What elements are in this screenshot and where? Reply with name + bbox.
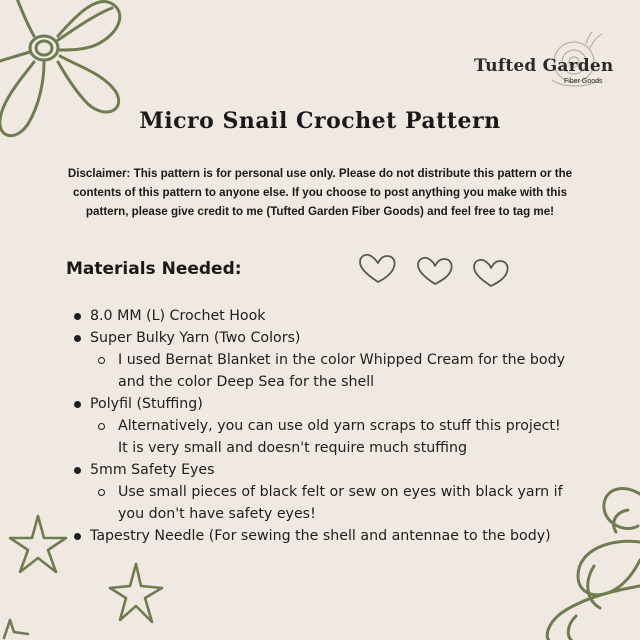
heart-icon xyxy=(360,255,395,282)
material-label: 5mm Safety Eyes xyxy=(90,462,215,478)
list-item xyxy=(72,459,572,525)
heart-icon xyxy=(418,258,452,284)
materials-list xyxy=(72,305,572,547)
material-label: Tapestry Needle (For sewing the shell and antennae to the body) xyxy=(90,528,551,544)
list-item xyxy=(72,525,572,547)
brand-name: Tufted Garden xyxy=(474,56,614,76)
material-label: Super Bulky Yarn (Two Colors) xyxy=(90,330,301,346)
materials-heading: Materials Needed: xyxy=(66,259,242,279)
star-doodle xyxy=(8,512,68,576)
star-doodle xyxy=(0,618,30,640)
sub-list xyxy=(90,349,572,393)
sub-list-item: Alternatively, you can use old yarn scraps to stuff this project! It is very small and doesn't require much stuffing xyxy=(90,415,572,459)
list-item xyxy=(72,327,572,393)
page-title: Micro Snail Crochet Pattern xyxy=(139,108,501,134)
material-label: 8.0 MM (L) Crochet Hook xyxy=(90,308,266,324)
disclaimer-text: Disclaimer: This pattern is for personal use only. Please do not distribute this pattern or the contents of this pattern to anyone else. If you choose to post anything you make with this pattern, please give credit to me (Tufted Garden Fiber Goods) and feel free to tag me! xyxy=(67,167,573,218)
list-item xyxy=(72,393,572,459)
star-doodle xyxy=(108,560,164,624)
sub-list-item: I used Bernat Blanket in the color Whipped Cream for the body and the color Deep Sea for the shell xyxy=(90,349,572,393)
heart-icon xyxy=(474,260,508,286)
sub-list xyxy=(90,481,572,525)
brand-logo xyxy=(470,48,620,98)
hearts-row xyxy=(356,252,516,292)
sub-list-item: Use small pieces of black felt or sew on eyes with black yarn if you don't have safety eyes! xyxy=(90,481,572,525)
loop-doodle xyxy=(520,482,640,640)
list-item xyxy=(72,305,572,327)
material-label: Polyfil (Stuffing) xyxy=(90,396,203,412)
sub-list xyxy=(90,415,572,459)
flower-doodle xyxy=(0,0,150,170)
brand-subtitle: Fiber Goods xyxy=(564,78,603,85)
